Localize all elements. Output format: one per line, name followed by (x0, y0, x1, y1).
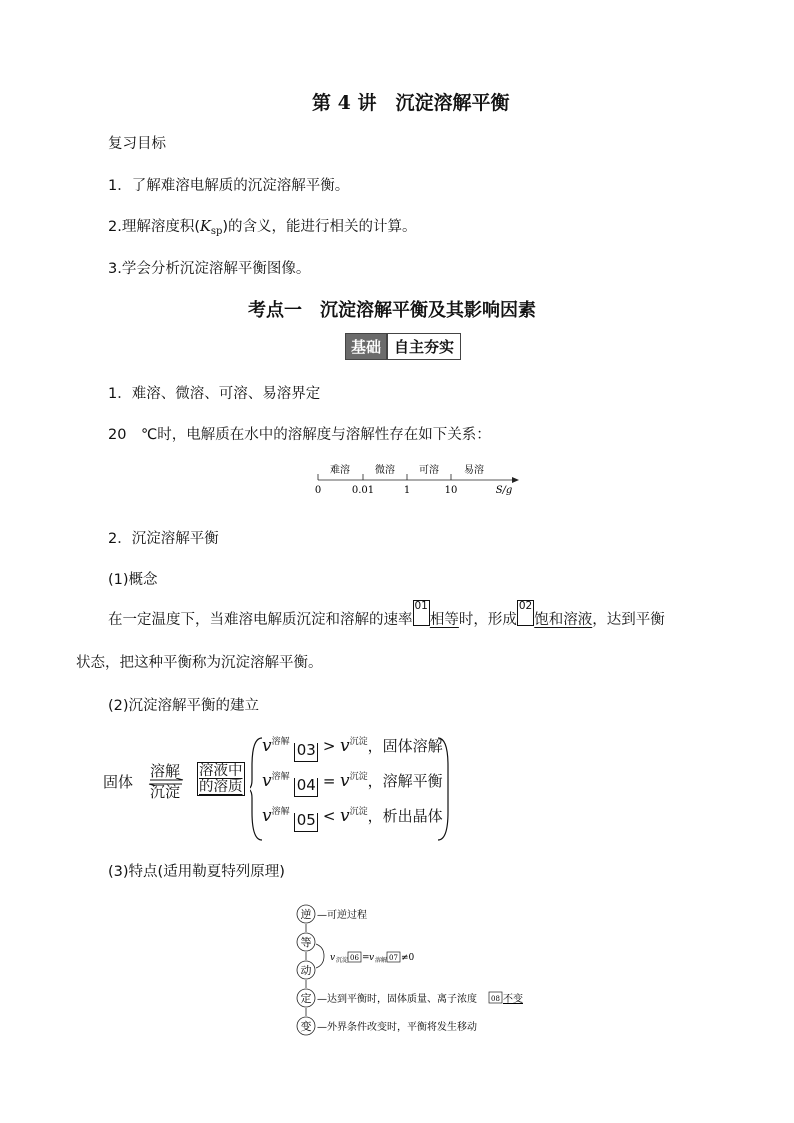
result-3: ，析出晶体 (367, 807, 443, 825)
concept-text-a: 在一定温度下，当难溶电解质沉淀和溶解的速率 (108, 612, 413, 628)
v-prec-label: 沉淀 (349, 737, 368, 747)
eq-blank-07: 07 (389, 954, 398, 962)
v-symbol: v (340, 771, 350, 791)
scale-label-soluble: 可溶 (419, 465, 439, 476)
eq-s1: 沉淀 (336, 957, 349, 964)
v-diss-label: 溶解 (271, 807, 290, 817)
ding-blank: 08 (491, 995, 500, 1003)
feature-bian-text: —外界条件改变时，平衡将发生移动 (317, 1022, 477, 1033)
eq-blank-06: 06 (350, 954, 359, 962)
concept-heading: (1)概念 (108, 572, 158, 588)
blank-04: 04 (294, 778, 318, 797)
v-diss-label: 溶解 (271, 772, 290, 782)
result-2: ，溶解平衡 (367, 772, 443, 790)
tick-label-1: 1 (403, 485, 411, 496)
v-symbol: v (262, 736, 272, 756)
char-bian: 变 (300, 1020, 312, 1033)
part2-heading: 2．沉淀溶解平衡 (108, 531, 219, 547)
arrow-top-label: 溶解 (150, 762, 181, 780)
char-dong: 动 (300, 964, 312, 977)
sign-1: > (322, 737, 336, 755)
solubility-scale (300, 460, 525, 500)
part1-heading: 1．难溶、微溶、可溶、易溶界定 (108, 386, 321, 402)
eq-v2: v (369, 953, 375, 963)
review-item-1: 1．了解难溶电解质的沉淀溶解平衡。 (108, 178, 350, 194)
sign-2: = (322, 772, 336, 790)
part1-desc: 20 ℃时，电解质在水中的溶解度与溶解性存在如下关系： (108, 427, 491, 443)
tick-label-0: 0 (314, 485, 322, 496)
condition-row-3 (262, 804, 443, 832)
ksp-k: K (200, 219, 211, 235)
concept-text-b: 时，形成 (458, 612, 517, 628)
eq-v1: v (330, 953, 336, 963)
answer-02: 饱和溶液 (534, 612, 593, 628)
solid-label: 固体 (103, 773, 134, 791)
section-badge (345, 333, 461, 360)
features-heading: (3)特点(适用勒夏特列原理) (108, 864, 285, 880)
sign-3: < (322, 807, 336, 825)
solution-box (197, 762, 245, 796)
v-prec-label: 沉淀 (349, 772, 368, 782)
condition-row-2 (262, 769, 443, 797)
concept-line-1 (108, 600, 665, 629)
char-ding: 定 (300, 992, 312, 1005)
eq-mid: = (362, 953, 370, 963)
char-ni: 逆 (300, 908, 312, 921)
review-item-3: 3.学会分析沉淀溶解平衡图像。 (108, 261, 311, 277)
v-prec-label: 沉淀 (349, 807, 368, 817)
deng-dong-brace (316, 944, 324, 968)
ksp-sub: sp (210, 226, 223, 237)
badge-left: 基础 (346, 334, 386, 359)
v-symbol: v (340, 806, 350, 826)
concept-line-2: 状态，把这种平衡称为沉淀溶解平衡。 (76, 655, 323, 671)
scale-label-insoluble: 难溶 (330, 465, 350, 476)
establish-heading: (2)沉淀溶解平衡的建立 (108, 698, 260, 714)
review-item-2-head: 2.理解溶度积( (108, 219, 200, 235)
v-symbol: v (340, 736, 350, 756)
axis-label: S/g (495, 485, 513, 496)
concept-text-c: ，达到平衡 (592, 612, 665, 628)
ksp-symbol (200, 219, 222, 235)
eq-end: ≠0 (401, 953, 415, 963)
scale-label-easy: 易溶 (464, 465, 484, 476)
page-title: 第 4 讲 沉淀溶解平衡 (312, 92, 510, 114)
badge-right: 自主夯实 (386, 334, 460, 359)
blank-02: 02 (517, 600, 534, 626)
eq-s2: 溶解 (375, 957, 388, 964)
tick-label-001: 0.01 (351, 485, 375, 496)
result-1: ，固体溶解 (367, 737, 443, 755)
features-diagram (292, 902, 532, 1040)
v-symbol: v (262, 806, 272, 826)
blank-01: 01 (413, 600, 430, 626)
arrow-bottom-label: 沉淀 (150, 783, 181, 801)
left-brace (250, 738, 262, 840)
solution-line-1: 溶液中 (199, 763, 243, 779)
review-item-2-tail: )的含义，能进行相关的计算。 (222, 219, 417, 235)
review-item-2 (108, 215, 417, 237)
section-title: 考点一 沉淀溶解平衡及其影响因素 (248, 300, 536, 321)
char-deng: 等 (300, 936, 312, 949)
feature-ding-text: —达到平衡时，固体质量、离子浓度 (317, 994, 477, 1005)
answer-01: 相等 (429, 612, 459, 628)
scale-arrow (512, 477, 519, 483)
scale-label-slight: 微溶 (375, 465, 395, 476)
tick-label-10: 10 (444, 485, 458, 496)
v-symbol: v (262, 771, 272, 791)
v-diss-label: 溶解 (271, 737, 290, 747)
ding-answer: 不变 (503, 994, 523, 1005)
blank-03: 03 (294, 743, 318, 762)
feature-reversible: —可逆过程 (317, 910, 367, 921)
review-heading: 复习目标 (108, 136, 166, 152)
blank-05: 05 (294, 813, 318, 832)
condition-row-1 (262, 734, 443, 762)
solution-line-2: 的溶质 (199, 779, 243, 795)
